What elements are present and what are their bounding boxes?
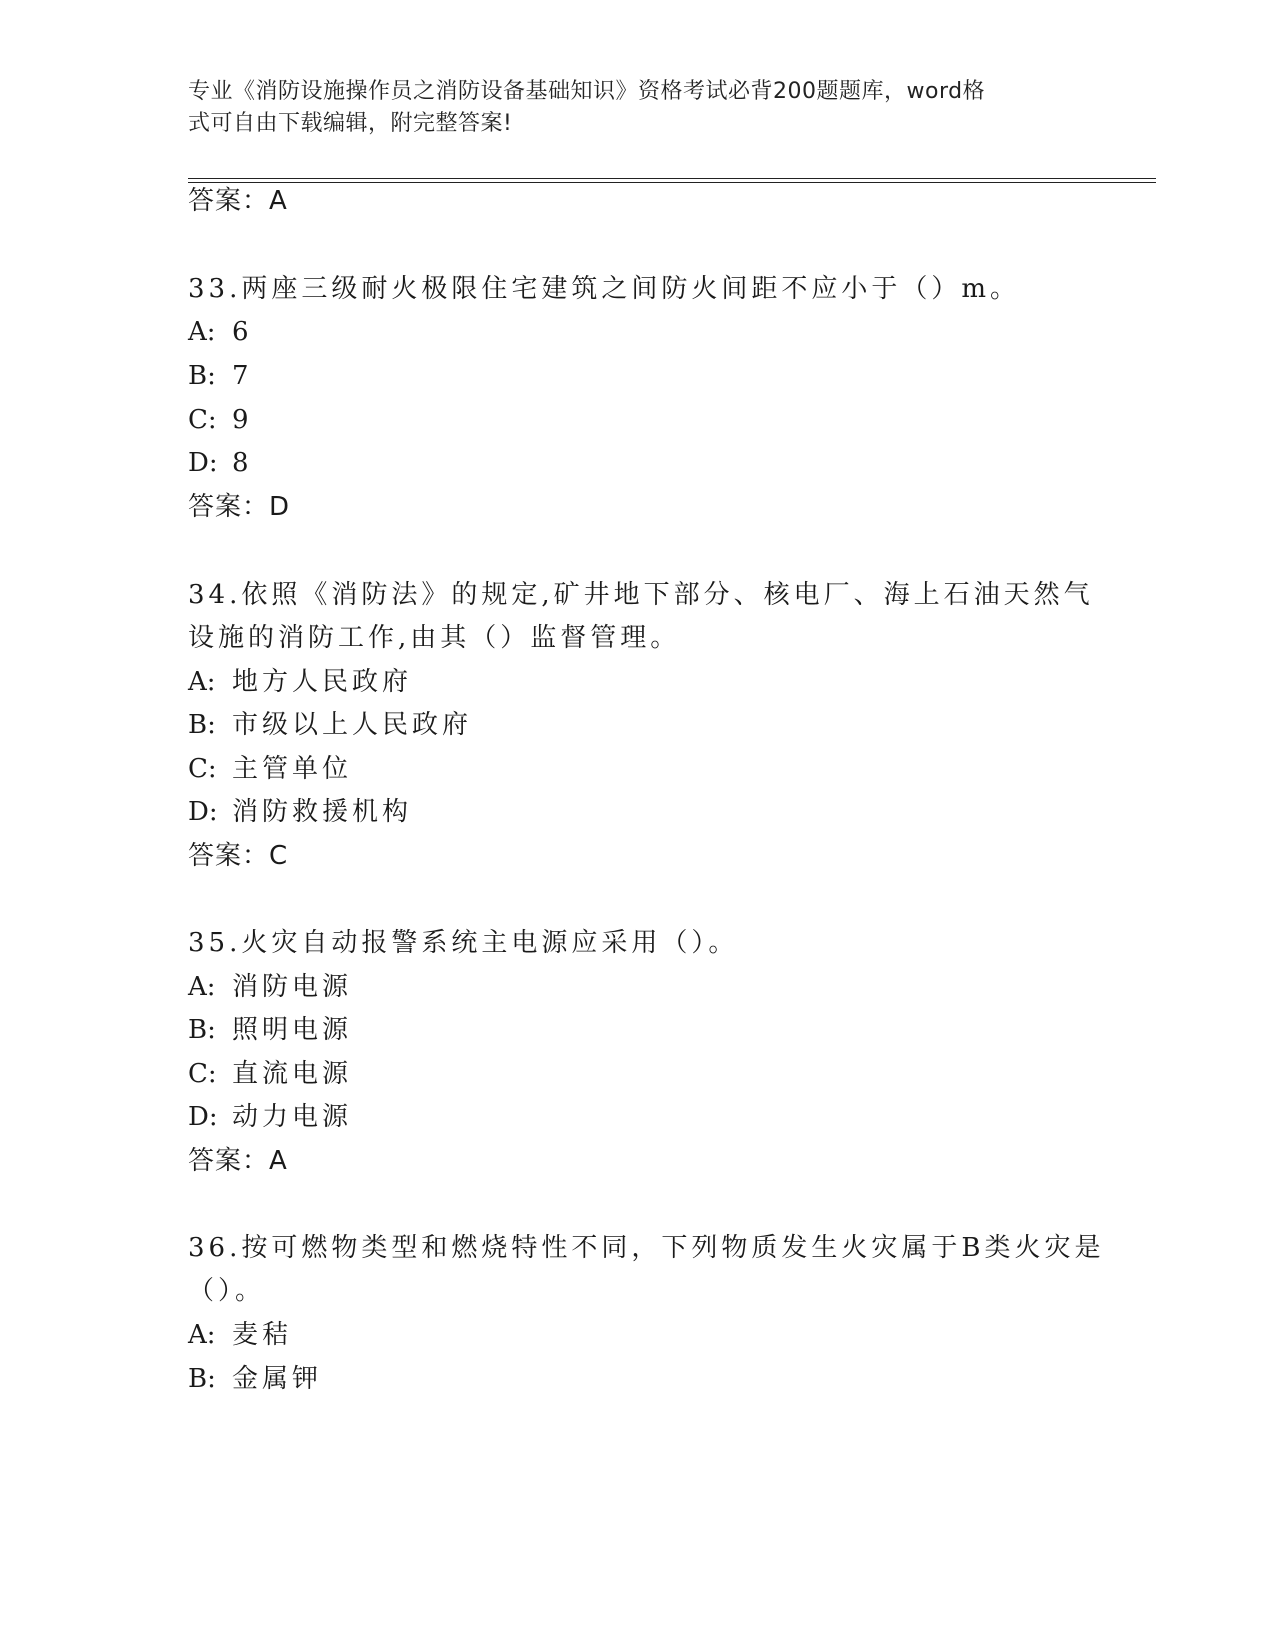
question-35-option-a [188, 970, 352, 1004]
option-letter: B: [188, 1364, 216, 1394]
question-35-option-c [188, 1057, 352, 1091]
option-text: 6 [232, 317, 253, 347]
option-text: 9 [232, 405, 253, 435]
option-text: 消防电源 [232, 972, 353, 1002]
question-34-answer: 答案：C [188, 841, 289, 871]
option-text: 主管单位 [232, 754, 353, 784]
question-33-option-b [188, 359, 253, 393]
option-text: 8 [232, 448, 253, 478]
question-34-option-b [188, 708, 472, 742]
question-36-option-a [188, 1318, 292, 1352]
document-header [188, 76, 1088, 140]
question-34-stem-line-1: 34.依照《消防法》的规定,矿井地下部分、核电厂、海上石油天然气 [188, 580, 1094, 610]
question-36-option-b [188, 1362, 322, 1396]
option-letter: A: [188, 1320, 216, 1350]
question-33-option-c [188, 403, 253, 437]
option-letter: B: [188, 1015, 216, 1045]
option-letter: C: [188, 754, 217, 784]
option-letter: A: [188, 317, 216, 347]
option-letter: D: [188, 448, 218, 478]
question-35-answer: 答案：A [188, 1146, 288, 1176]
question-33-answer: 答案：D [188, 492, 291, 522]
question-33-option-d [188, 446, 253, 480]
option-text: 消防救援机构 [232, 797, 413, 827]
option-text: 麦秸 [232, 1320, 293, 1350]
question-36-stem-line-2: （）。 [188, 1276, 266, 1306]
option-letter: C: [188, 1059, 217, 1089]
question-35-option-b [188, 1013, 352, 1047]
question-34-option-a [188, 665, 412, 699]
question-34-option-c [188, 752, 352, 786]
question-34-stem-line-2: 设施的消防工作,由其（）监督管理。 [188, 623, 681, 653]
option-letter: A: [188, 667, 216, 697]
header-line-1: 专业《消防设施操作员之消防设备基础知识》资格考试必背200题题库，word格 [188, 79, 986, 104]
option-letter: D: [188, 797, 218, 827]
option-text: 7 [232, 361, 253, 391]
option-text: 直流电源 [232, 1059, 353, 1089]
question-35-option-d [188, 1100, 352, 1134]
option-text: 动力电源 [232, 1102, 353, 1132]
option-letter: B: [188, 361, 216, 391]
option-letter: B: [188, 710, 216, 740]
option-letter: C: [188, 405, 217, 435]
question-33-stem: 33.两座三级耐火极限住宅建筑之间防火间距不应小于（）m。 [188, 274, 1021, 304]
option-text: 地方人民政府 [232, 667, 413, 697]
option-text: 照明电源 [232, 1015, 353, 1045]
option-letter: A: [188, 972, 216, 1002]
option-text: 金属钾 [232, 1364, 323, 1394]
option-text: 市级以上人民政府 [232, 710, 473, 740]
option-letter: D: [188, 1102, 218, 1132]
header-divider [188, 178, 1156, 183]
question-36-stem-line-1: 36.按可燃物类型和燃烧特性不同，下列物质发生火灾属于B类火灾是 [188, 1233, 1105, 1263]
question-33-option-a [188, 315, 253, 349]
question-34-option-d [188, 795, 412, 829]
header-line-2: 式可自由下载编辑，附完整答案! [188, 111, 513, 136]
question-35-stem: 35.火灾自动报警系统主电源应采用（）。 [188, 928, 739, 958]
previous-answer: 答案：A [188, 186, 288, 216]
